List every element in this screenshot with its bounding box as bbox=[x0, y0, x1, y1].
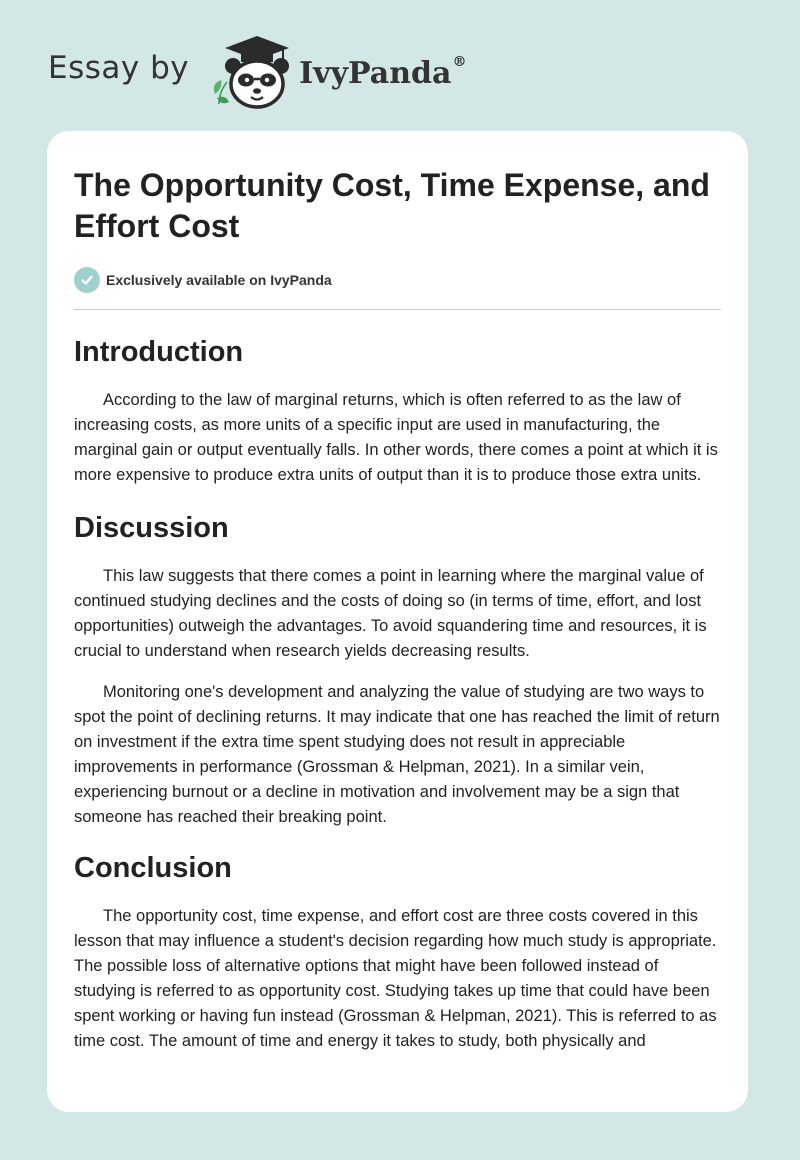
exclusive-badge bbox=[74, 267, 721, 293]
essay-by-label: Essay by bbox=[48, 50, 190, 86]
exclusive-label: Exclusively available on IvyPanda bbox=[106, 272, 332, 288]
discussion-paragraph: This law suggests that there comes a point in learning where the marginal value of continued studying declines and the costs of doing so (in terms of time, effort, and lost opportunities) outweigh the advantages. To avoid squandering time and resources, it is crucial to understand when research yields decreasing results. bbox=[74, 567, 707, 660]
conclusion-paragraph: The opportunity cost, time expense, and effort cost are three costs covered in this lesson that may influence a student's decision regarding how much study is appropriate. The possible loss of alternative options that might have been followed instead of studying is referred to as opportunity cost. Studying takes up time that could have been spent working or having fun instead (Grossman & Helpman, 2021). This is referred to as time cost. The amount of time and energy it takes to study, both physically and bbox=[74, 907, 717, 1050]
essay-card bbox=[47, 131, 748, 1112]
essay-title: The Opportunity Cost, Time Expense, and Effort Cost bbox=[74, 167, 710, 244]
section-heading-discussion: Discussion bbox=[74, 512, 229, 544]
site-header bbox=[48, 34, 466, 110]
title-divider bbox=[74, 309, 721, 310]
discussion-paragraph: Monitoring one's development and analyzing the value of studying are two ways to spot the point of declining returns. It may indicate that one has reached the limit of return on investment if the extra time spent studying does not result in appreciable improvements in performance (Grossman & Helpman, 2021). In a similar vein, experiencing burnout or a decline in motivation and involvement may be a sign that someone has reached their breaking point. bbox=[74, 683, 720, 826]
checkmark-icon bbox=[74, 267, 100, 293]
registered-mark: ® bbox=[452, 53, 467, 70]
brand-text: IvyPanda bbox=[299, 55, 452, 91]
section-heading-conclusion: Conclusion bbox=[74, 852, 232, 884]
brand-name[interactable] bbox=[299, 53, 467, 91]
section-heading-introduction: Introduction bbox=[74, 336, 244, 368]
introduction-paragraph: According to the law of marginal returns, which is often referred to as the law of increasing costs, as more units of a specific input are used in manufacturing, the marginal gain or output eventually falls. In other words, there comes a point at which it is more expensive to produce extra units of output than it is to produce those extra units. bbox=[74, 391, 718, 484]
panda-graduate-icon[interactable] bbox=[203, 34, 295, 110]
